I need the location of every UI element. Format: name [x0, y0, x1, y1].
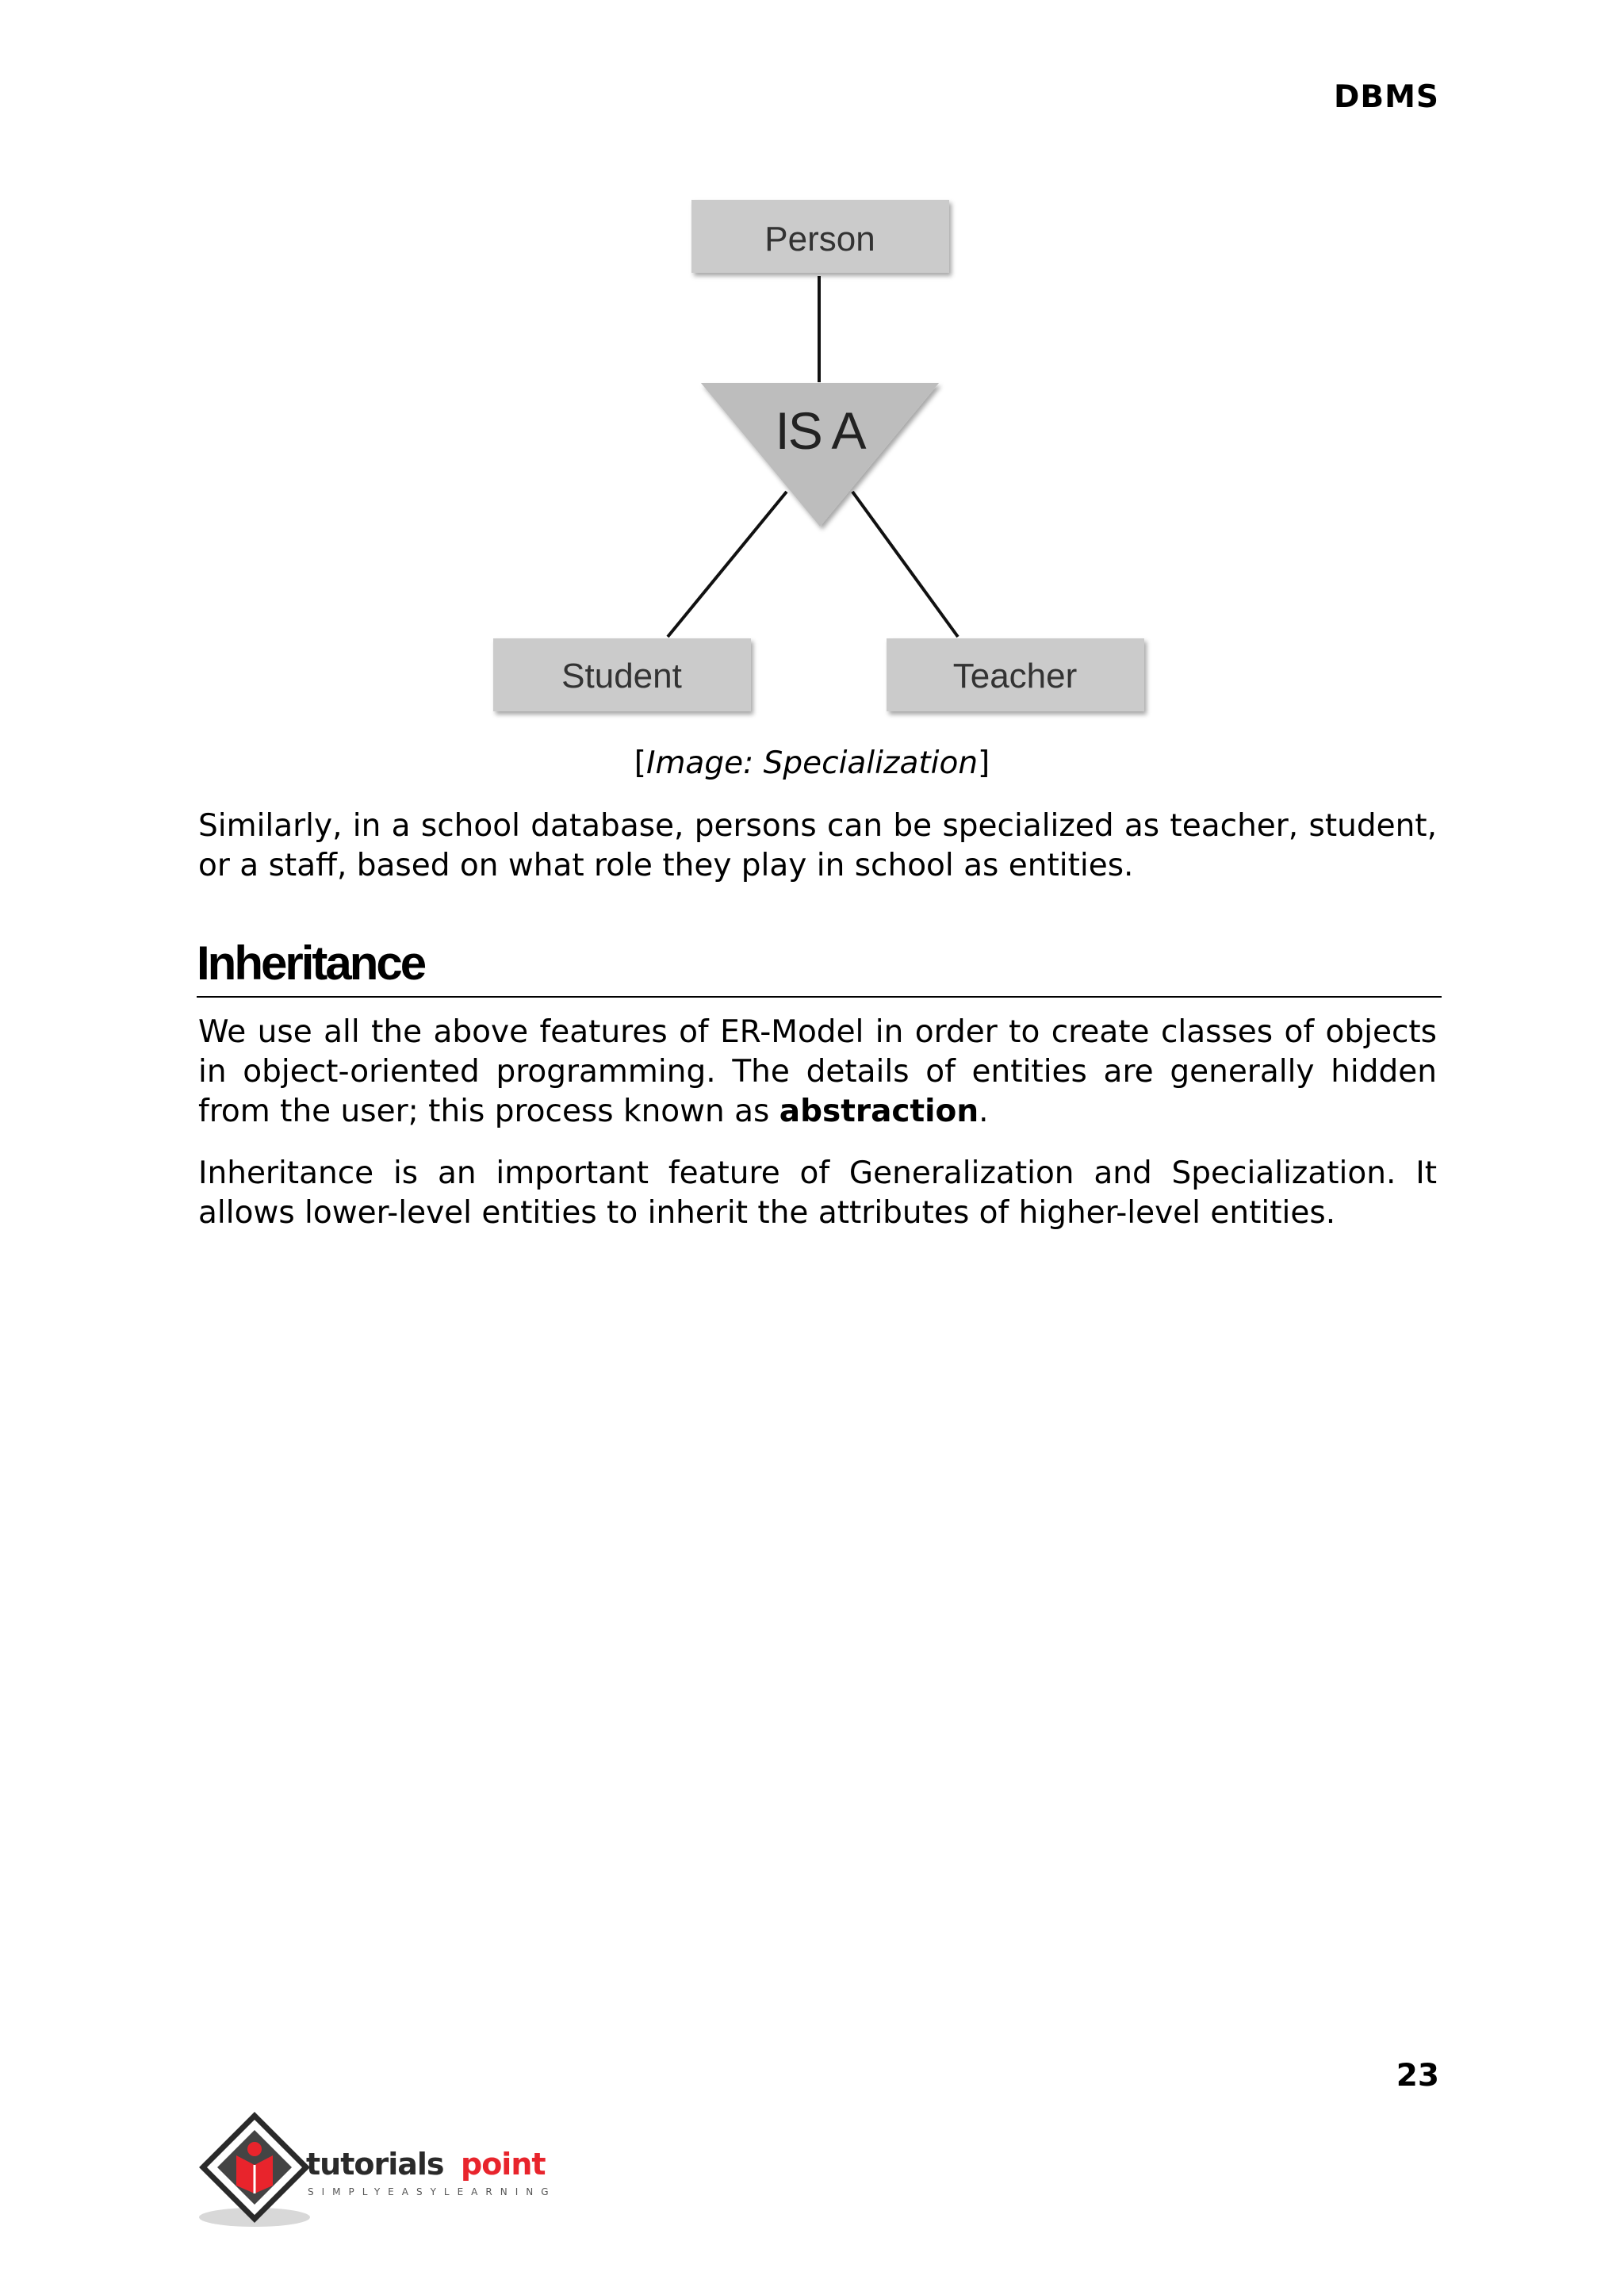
paragraph-inheritance-definition: Inheritance is an important feature of Generalization and Specialization. It allows lower-level entities to inherit the attributes of higher-level entities.	[198, 1155, 1437, 1231]
section-heading-inheritance: Inheritance	[197, 936, 1442, 998]
logo-word-point: point	[461, 2147, 546, 2182]
abstraction-term: abstraction	[779, 1094, 979, 1129]
caption-close-bracket: ]	[978, 745, 990, 781]
connector-isa-student	[668, 492, 787, 637]
paragraph-abstraction-text: We use all the above features of ER-Model in order to create classes of objects in object-oriented programming. The details of entities are generally hidden from the user; this process known as	[198, 1014, 1437, 1129]
caption-open-bracket: [	[634, 745, 646, 781]
entity-person	[691, 200, 949, 273]
entity-teacher-label: Teacher	[952, 657, 1078, 695]
entity-person-label: Person	[764, 220, 875, 259]
logo-word-tutorials: tutorials	[306, 2147, 444, 2182]
logo-person-head	[247, 2142, 262, 2156]
tutorialspoint-logo	[195, 2109, 576, 2236]
connector-isa-teacher	[852, 492, 958, 637]
page-number: 23	[1396, 2058, 1439, 2094]
figure-caption	[0, 745, 1624, 781]
isa-relationship	[701, 383, 939, 527]
entity-teacher	[887, 638, 1144, 711]
caption-text: Image: Specialization	[645, 745, 979, 781]
tutorialspoint-logo-svg	[195, 2109, 576, 2236]
paragraph-specialization-example: Similarly, in a school database, persons can be specialized as teacher, student, or a staff, based on what role they play in school as entities.	[198, 808, 1437, 883]
running-header: DBMS	[1334, 79, 1439, 115]
paragraph-abstraction-end: .	[979, 1094, 989, 1129]
logo-tagline: SIMPLYEASYLEARNING	[308, 2186, 557, 2197]
specialization-diagram-svg	[476, 190, 1158, 730]
specialization-diagram	[476, 190, 1158, 730]
entity-student-label: Student	[561, 657, 682, 695]
isa-label: IS A	[775, 401, 865, 460]
entity-student	[493, 638, 751, 711]
paragraph-abstraction	[198, 1013, 1437, 1132]
